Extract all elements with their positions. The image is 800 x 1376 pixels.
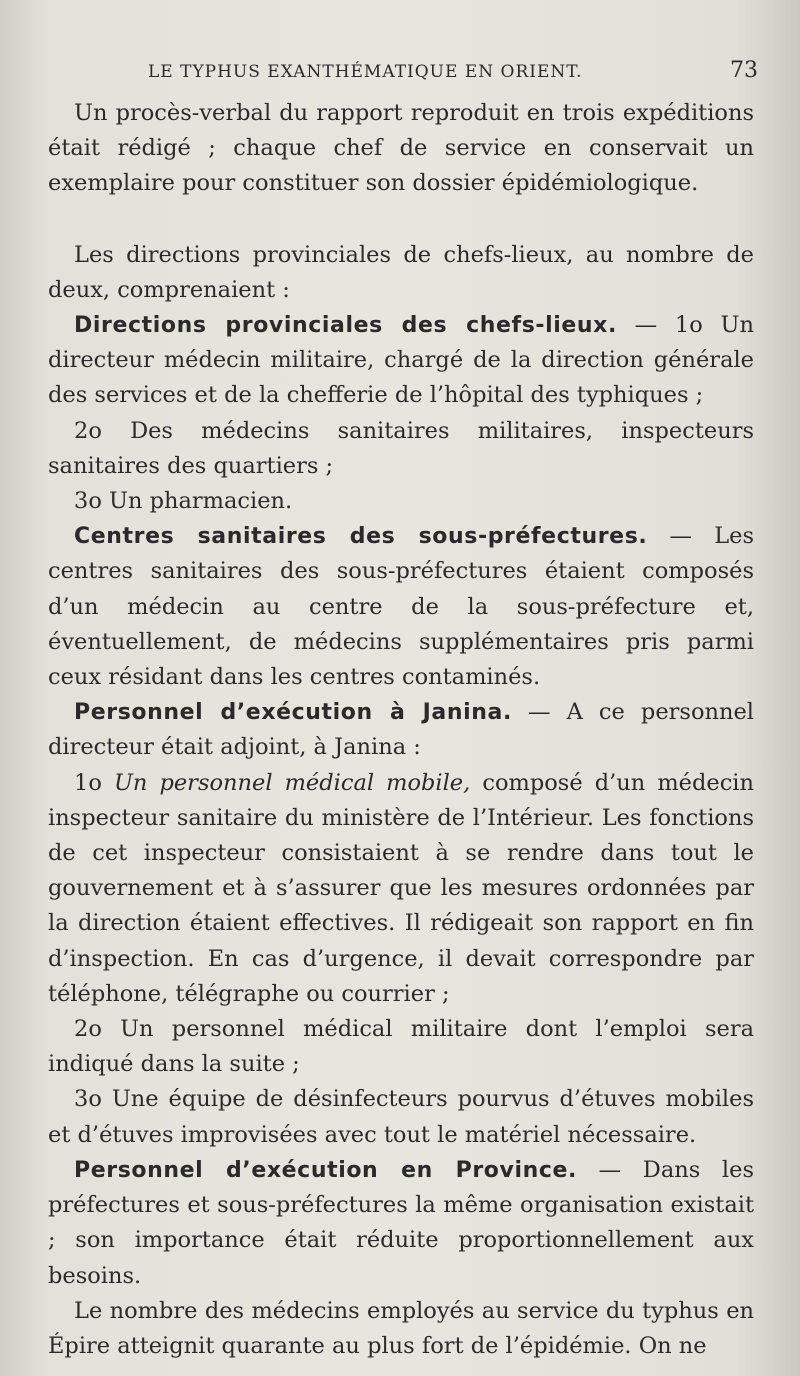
page-header <box>148 58 758 83</box>
list-prefix: 1o <box>74 769 114 796</box>
list-item-personnel-militaire <box>48 1012 754 1082</box>
section-heading: Personnel d’exécution à Janina. <box>74 700 512 726</box>
paragraph-text: — Dans les préfectures et sous-préfectures la même organisation existait ; son importance était réduite proportionnellement aux besoins. <box>48 1156 754 1289</box>
paragraph-text: composé d’un médecin inspecteur sanitaire du ministère de l’Intérieur. Les fonctions de cet inspecteur consistaient à se rendre dans tout le gouvernement et à s’assurer que les mesures ordonnées par la direction étaient effectives. Il rédigeait son rapport en fin d’inspection. En cas d’urgence, il devait correspondre par téléphone, télégraphe ou courrier ; <box>48 769 754 1007</box>
list-item-desinfecteurs <box>48 1082 754 1152</box>
page-number: 73 <box>730 58 758 83</box>
paragraph-text: 2o Un personnel médical militaire dont l’emploi sera indiqué dans la suite ; <box>48 1016 754 1078</box>
paragraph-text: 2o Des médecins sanitaires militaires, inspecteurs sanitaires des quartiers ; <box>48 417 754 479</box>
list-item-pharmacien <box>48 484 754 519</box>
section-heading: Directions provinciales des chefs-lieux. <box>74 313 617 339</box>
paragraph-text: Le nombre des médecins employés au service du typhus en Épire atteignit quarante au plus fort de l’épidémie. On ne <box>48 1297 754 1359</box>
paragraph-text: 3o Un pharmacien. <box>74 488 293 515</box>
paragraph-proces-verbal <box>48 96 754 202</box>
paragraph-directions-intro <box>48 238 754 308</box>
section-centres-sanitaires <box>48 519 754 695</box>
list-item-medecins-sanitaires <box>48 414 754 484</box>
paragraph-text: Un procès-verbal du rapport reproduit en trois expéditions était rédigé ; chaque chef de service en conservait un exemplaire pour constituer son dossier épidémiologique. <box>48 100 754 197</box>
paragraph-text: 3o Une équipe de désinfecteurs pourvus d’étuves mobiles et d’étuves improvisées avec tout le matériel nécessaire. <box>48 1086 754 1148</box>
page-body <box>48 96 754 1364</box>
section-heading: Centres sanitaires des sous-préfectures. <box>74 524 648 550</box>
section-personnel-janina <box>48 695 754 765</box>
section-directions-provinciales <box>48 308 754 414</box>
paragraph-text: — A ce personnel directeur était adjoint, à Janina : <box>48 699 754 761</box>
section-heading: Personnel d’exécution en Province. <box>74 1157 577 1183</box>
emphasis-text: Un personnel médical mobile, <box>113 769 471 796</box>
running-title: LE TYPHUS EXANTHÉMATIQUE EN ORIENT. <box>148 62 583 82</box>
list-item-personnel-mobile <box>48 766 754 1012</box>
paragraph-text: Les directions provinciales de chefs-lieux, au nombre de deux, comprenaient : <box>48 241 754 303</box>
paragraph-nombre-medecins <box>48 1294 754 1364</box>
section-personnel-province <box>48 1153 754 1294</box>
paragraph-text: — 1o Un directeur médecin militaire, chargé de la direction générale des services et de la chefferie de l’hôpital des typhiques ; <box>48 312 754 409</box>
paragraph-text: — Les centres sanitaires des sous-préfectures étaient composés d’un médecin au centre de la sous-préfecture et, éventuellement, de médecins supplémentaires pris parmi ceux résidant dans les centres contaminés. <box>48 523 754 691</box>
